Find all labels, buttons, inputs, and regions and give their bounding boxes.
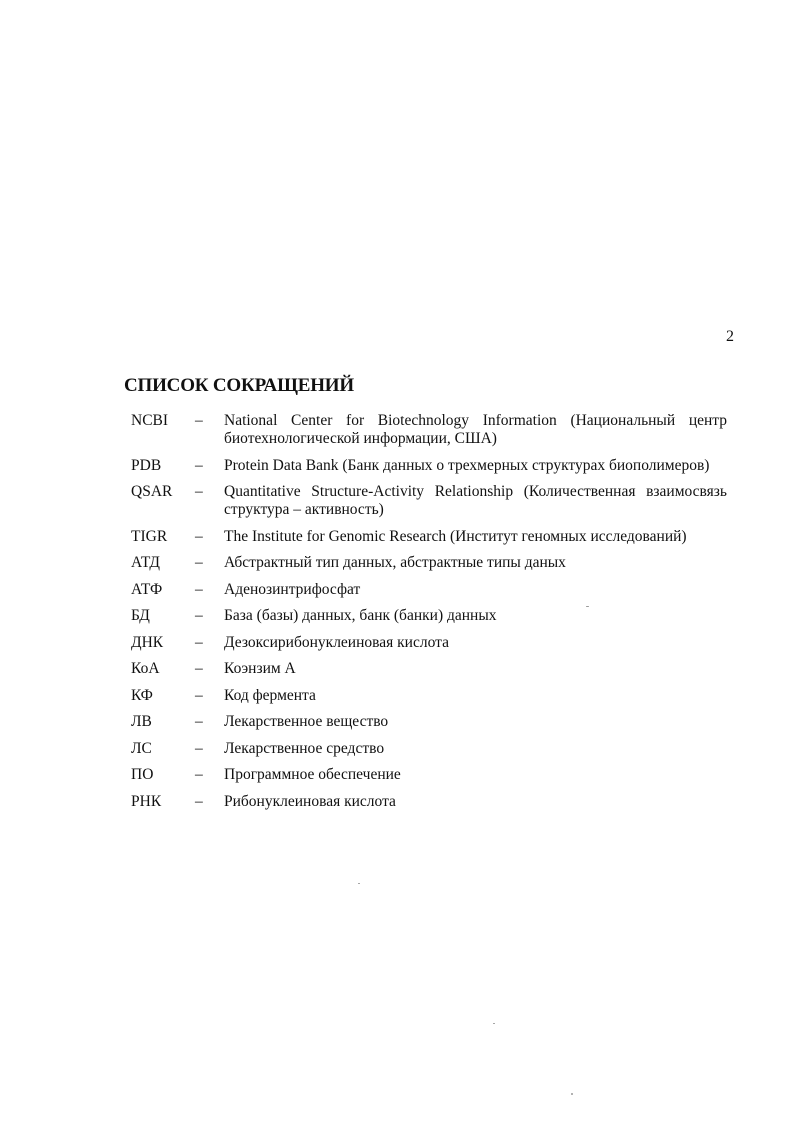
abbreviation-row xyxy=(131,634,727,652)
abbreviation-dash: – xyxy=(195,766,203,783)
abbreviation-row xyxy=(131,607,727,625)
abbreviation-definition: Protein Data Bank (Банк данных о трехмерных структурах биополимеров) xyxy=(224,456,710,474)
abbreviation-definition: National Center for Biotechnology Information (Национальный центр биотехнологической информации, США) xyxy=(224,412,727,447)
abbreviation-row xyxy=(131,687,727,705)
abbreviation-definition: Код фермента xyxy=(224,686,316,704)
scan-speck xyxy=(358,883,360,884)
abbreviation-term: ЛС xyxy=(131,739,152,757)
abbreviation-dash: – xyxy=(195,713,203,730)
abbreviation-dash: – xyxy=(195,580,203,598)
abbreviation-dash: – xyxy=(195,412,203,429)
scan-speck xyxy=(586,606,589,607)
abbreviation-dash: – xyxy=(195,686,203,704)
abbreviation-dash: – xyxy=(195,554,203,571)
page-number: 2 xyxy=(726,328,734,345)
abbreviation-definition: Лекарственное вещество xyxy=(224,713,389,730)
abbreviation-dash: – xyxy=(195,739,203,757)
abbreviation-definition: The Institute for Genomic Research (Институт геномных исследований) xyxy=(224,527,687,545)
abbreviation-term: ЛВ xyxy=(131,713,152,730)
abbreviation-term: АТФ xyxy=(131,580,163,598)
abbreviation-definition: Лекарственное средство xyxy=(224,739,385,757)
abbreviation-term: АТД xyxy=(131,554,160,571)
abbreviation-row xyxy=(131,660,727,678)
abbreviation-term: БД xyxy=(131,607,150,624)
abbreviation-definition: Аденозинтрифосфат xyxy=(224,580,361,598)
abbreviation-term: РНК xyxy=(131,792,162,810)
abbreviation-dash: – xyxy=(195,607,203,624)
abbreviation-dash: – xyxy=(195,483,203,500)
abbreviation-term: ДНК xyxy=(131,633,164,651)
abbreviation-list xyxy=(131,412,727,819)
abbreviation-term: TIGR xyxy=(131,527,168,545)
abbreviation-term: NCBI xyxy=(131,412,169,429)
abbreviation-row xyxy=(131,554,727,572)
abbreviation-row xyxy=(131,740,727,758)
abbreviation-term: PDB xyxy=(131,456,162,474)
scan-speck xyxy=(571,1093,573,1095)
abbreviation-dash: – xyxy=(195,792,203,810)
abbreviation-definition: Коэнзим А xyxy=(224,660,296,677)
abbreviation-row xyxy=(131,766,727,784)
abbreviation-term: КоА xyxy=(131,660,160,677)
abbreviation-term: ПО xyxy=(131,766,154,783)
abbreviation-term: КФ xyxy=(131,686,153,704)
page-title: СПИСОК СОКРАЩЕНИЙ xyxy=(124,375,354,396)
abbreviation-row xyxy=(131,483,727,519)
abbreviation-definition: База (базы) данных, банк (банки) данных xyxy=(224,607,497,624)
abbreviation-dash: – xyxy=(195,633,203,651)
abbreviation-row xyxy=(131,457,727,475)
abbreviation-definition: Программное обеспечение xyxy=(224,766,401,783)
abbreviation-definition: Дезоксирибонуклеиновая кислота xyxy=(224,633,449,651)
abbreviation-term: QSAR xyxy=(131,483,173,500)
abbreviation-definition: Рибонуклеиновая кислота xyxy=(224,792,396,810)
abbreviation-row xyxy=(131,581,727,599)
abbreviation-row xyxy=(131,412,727,448)
abbreviation-definition: Абстрактный тип данных, абстрактные типы даных xyxy=(224,554,566,571)
abbreviation-dash: – xyxy=(195,660,203,677)
abbreviation-row xyxy=(131,713,727,731)
abbreviation-dash: – xyxy=(195,527,203,545)
scan-speck xyxy=(493,1023,495,1024)
abbreviation-row xyxy=(131,793,727,811)
abbreviation-dash: – xyxy=(195,456,203,474)
abbreviation-definition: Quantitative Structure-Activity Relationship (Количественная взаимосвязь структура – активность) xyxy=(224,483,727,518)
abbreviation-row xyxy=(131,528,727,546)
